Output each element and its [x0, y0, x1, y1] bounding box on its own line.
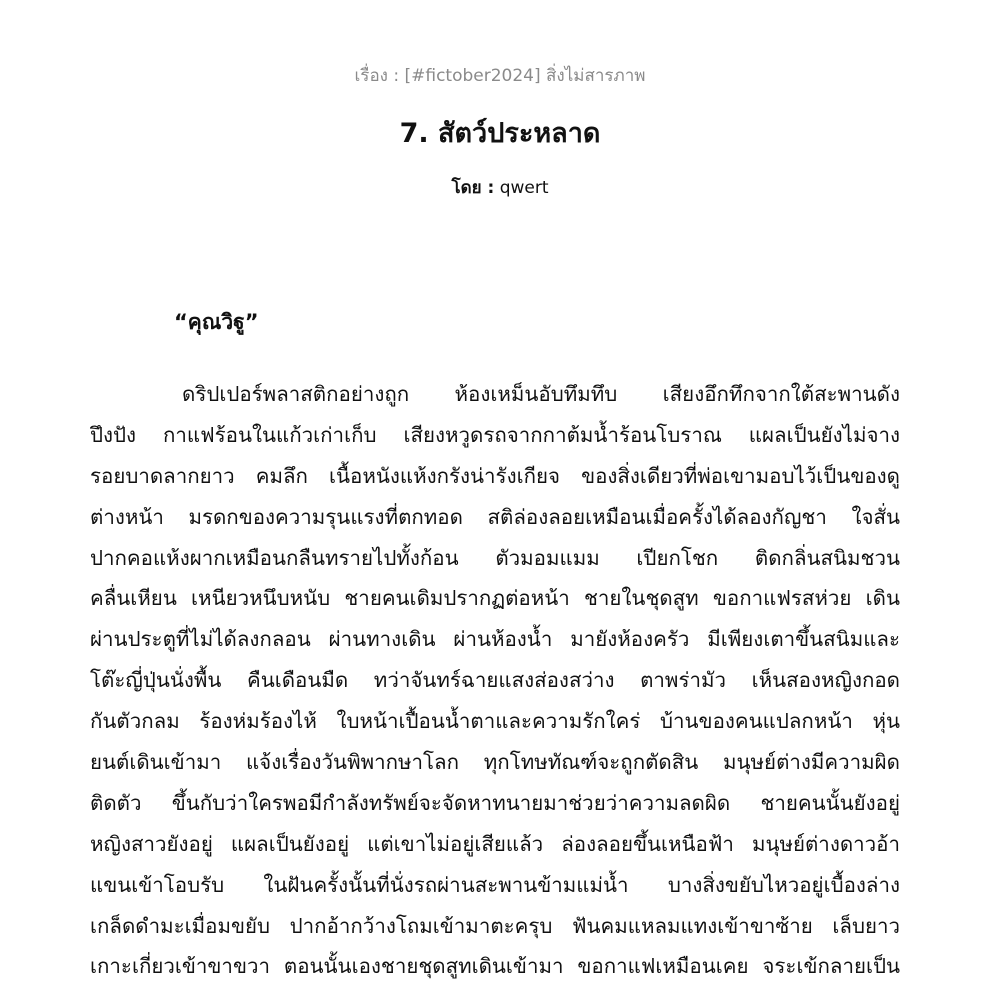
story-prefix: เรื่อง : [354, 66, 400, 86]
paragraph-line: หญิงสาวยังอยู่ แผลเป็นยังอยู่ แต่เขาไม่อยู่เสียแล้ว ล่องลอยขึ้นเหนือฟ้า มนุษย์ต่างดาวอ้า [90, 831, 900, 856]
paragraph-line: แขนเข้าโอบรับ ในฝันครั้งนั้นที่นั่งรถผ่านสะพานข้ามแม่น้ำ บางสิ่งขยับไหวอยู่เบื้องล่าง [90, 872, 900, 897]
paragraph-line: รอยบาดลากยาว คมลึก เนื้อหนังแห้งกรังน่ารังเกียจ ของสิ่งเดียวที่พ่อเขามอบไว้เป็นของดู [90, 463, 900, 488]
author-name[interactable]: qwert [499, 178, 549, 198]
paragraph-line: ต่างหน้า มรดกของความรุนแรงที่ตกทอด สติล่องลอยเหมือนเมื่อครั้งได้ลองกัญชา ใจสั่น [90, 504, 900, 529]
paragraph-line: เกล็ดดำมะเมื่อมขยับ ปากอ้ากว้างโถมเข้ามาตะครุบ ฟันคมแหลมแทงเข้าขาซ้าย เล็บยาว [90, 913, 900, 938]
paragraph-line: ปากคอแห้งผากเหมือนกลืนทรายไปทั้งก้อน ตัวมอมแมม เปียกโชก ติดกลิ่นสนิมชวน [90, 545, 900, 570]
story-title[interactable]: [#fictober2024] สิ่งไม่สารภาพ [404, 66, 646, 86]
story-title-line [0, 62, 1000, 89]
paragraph-line: ติดตัว ขึ้นกับว่าใครพอมีกำลังทรัพย์จะจัดหาทนายมาช่วยว่าความลดผิด ชายคนนั้นยังอยู่ [90, 790, 900, 815]
body-paragraph [90, 374, 900, 987]
author-line [0, 174, 1000, 201]
paragraph-line: โต๊ะญี่ปุ่นนั่งพื้น คืนเดือนมืด ทว่าจันทร์ฉายแสงส่องสว่าง ตาพร่ามัว เห็นสองหญิงกอด [90, 668, 900, 693]
paragraph-line: ปึงปัง กาแฟร้อนในแก้วเก่าเก็บ เสียงหวูดรถจากกาต้มน้ำร้อนโบราณ แผลเป็นยังไม่จาง [90, 422, 900, 447]
paragraph-line: ยนต์เดินเข้ามา แจ้งเรื่องวันพิพากษาโลก ทุกโทษทัณฑ์จะถูกตัดสิน มนุษย์ต่างมีความผิด [90, 750, 900, 775]
paragraph-line: ผ่านประตูที่ไม่ได้ลงกลอน ผ่านทางเดิน ผ่านห้องน้ำ มายังห้องครัว มีเพียงเตาขึ้นสนิมและ [90, 627, 900, 652]
author-prefix: โดย : [451, 178, 495, 198]
paragraph-line: เกาะเกี่ยวเข้าขาขวา ตอนนั้นเองชายชุดสูทเดินเข้ามา ขอกาแฟเหมือนเคย จระเข้กลายเป็น [90, 954, 900, 979]
paragraph-line: คลื่นเหียน เหนียวหนึบหนับ ชายคนเดิมปรากฏต่อหน้า ชายในชุดสูท ขอกาแฟรสห่วย เดิน [90, 586, 900, 611]
dialogue-line: “คุณวิฐู” [174, 310, 259, 334]
chapter-title: 7. สัตว์ประหลาด [399, 118, 601, 149]
paragraph-line: กันตัวกลม ร้องห่มร้องไห้ ใบหน้าเปื้อนน้ำตาและความรักใคร่ บ้านของคนแปลกหน้า หุ่น [90, 709, 900, 734]
paragraph-line: ดริปเปอร์พลาสติกอย่างถูก ห้องเหม็นอับทึมทึบ เสียงอึกทึกจากใต้สะพานดัง [182, 382, 900, 406]
